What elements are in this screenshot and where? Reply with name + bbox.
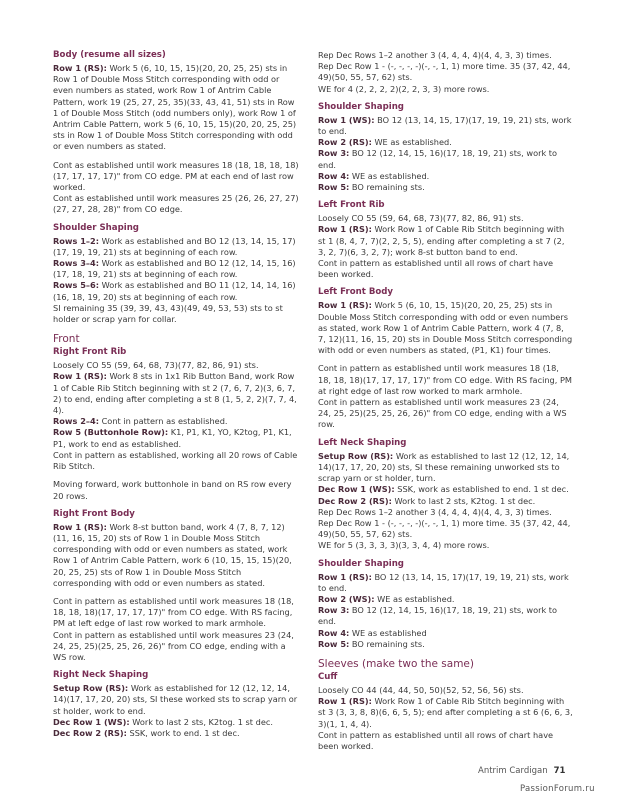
instruction-line <box>318 258 573 280</box>
row-label: Dec Row 2 (RS): <box>53 727 127 738</box>
right-column <box>318 50 573 759</box>
section-heading: Cuff <box>318 671 338 682</box>
instruction-line <box>53 717 300 728</box>
instruction-line <box>53 683 300 717</box>
row-text: Cont in pattern as established until work measures 18 (18, 18, 18, 18)(17, 17, 17, 17)" from CO edge. With RS facing, PM at right edge of last row worked to mark armhole. <box>318 363 572 396</box>
row-label: Row 1 (RS): <box>318 571 372 582</box>
row-text: WE as established <box>349 627 427 638</box>
row-text: Work as established and BO 11 (12, 14, 14, 16)(16, 18, 19, 20) sts at beginning of each row. <box>53 280 296 302</box>
row-label: Row 1 (RS): <box>318 300 372 311</box>
row-text: Cont as established until work measures 18 (18, 18, 18, 18)(17, 17, 17, 17)" from CO edge. PM at each end of last row worked. <box>53 159 299 193</box>
instruction-line <box>318 363 573 397</box>
row-text: Loosely CO 55 (59, 64, 68, 73)(77, 82, 86, 91) sts. <box>53 360 259 371</box>
section-heading: Body (resume all sizes) <box>53 50 166 60</box>
row-text: Cont in pattern as established until work measures 23 (24, 24, 25, 25)(25, 25, 26, 26)" from CO edge, ending with a WS row. <box>53 629 294 662</box>
paragraph <box>53 596 300 663</box>
paragraph <box>53 160 300 216</box>
section-title: Sleeves (make two the same) <box>318 657 474 670</box>
instruction-line <box>318 171 573 182</box>
row-text: Cont in pattern as established until all rows of chart have been worked. <box>318 729 554 751</box>
page-number: 71 <box>553 766 566 776</box>
row-text: Work as established and BO 12 (13, 14, 15, 17)(17, 19, 19, 21) sts at beginning of each row. <box>53 235 296 257</box>
instruction-line <box>53 160 300 194</box>
row-text: Work Row 1 of Cable Rib Stitch beginning with st 3 (3, 3, 8, 8)(6, 6, 5, 5); end after completing a st 6 (6, 6, 3, 3)(1, 1, 4, 4). <box>318 696 573 729</box>
row-text: Work to last 2 sts, K2tog. 1 st dec. <box>129 716 273 727</box>
section-heading: Right Neck Shaping <box>53 670 149 681</box>
paragraph <box>53 522 300 589</box>
row-text: BO remaining sts. <box>349 638 425 649</box>
row-label: Row 1 (RS): <box>53 63 107 73</box>
instruction-line <box>318 730 573 752</box>
instruction-line <box>318 518 573 540</box>
row-label: Rows 2–4: <box>53 416 99 427</box>
paragraph <box>318 685 573 752</box>
paragraph <box>53 360 300 472</box>
instruction-line <box>318 213 573 224</box>
instruction-line <box>53 193 300 215</box>
row-label: Row 5 (Buttonhole Row): <box>53 427 169 438</box>
instruction-line <box>318 397 573 431</box>
footer-title: Antrim Cardigan <box>478 766 548 776</box>
row-label: Dec Row 1 (WS): <box>318 484 395 495</box>
instruction-line <box>53 360 300 371</box>
row-text: Rep Dec Row 1 - (-, -, -, -)(-, -, 1, 1) more time. 35 (37, 42, 44, 49)(50, 55, 57, 62) sts. <box>318 61 571 83</box>
instruction-line <box>53 416 300 427</box>
paragraph <box>318 115 573 193</box>
instruction-line <box>53 630 300 664</box>
instruction-line <box>318 148 573 170</box>
row-text: BO 12 (13, 14, 15, 17)(17, 19, 19, 21) sts, work to end. <box>318 114 572 137</box>
instruction-line <box>318 572 573 594</box>
section-heading: Shoulder Shaping <box>318 101 404 112</box>
section-heading: Right Front Body <box>53 508 135 519</box>
section-heading: Shoulder Shaping <box>53 222 139 233</box>
row-text: WE as established. <box>374 593 455 604</box>
row-text: WE for 5 (3, 3, 3, 3)(3, 3, 4, 4) more rows. <box>318 540 490 551</box>
row-text: K1, P1, K1, YO, K2tog, P1, K1, P1, work to end as established. <box>53 427 292 449</box>
row-text: Cont in pattern as established. <box>98 416 228 427</box>
row-text: SI remaining 35 (39, 39, 43, 43)(49, 49, 53, 53) sts to st holder or scrap yarn for collar. <box>53 302 283 325</box>
instruction-line <box>318 685 573 696</box>
row-text: BO 12 (13, 14, 15, 17)(17, 19, 19, 21) sts, work to end. <box>318 571 569 593</box>
paragraph <box>318 50 573 95</box>
instruction-line <box>318 300 573 356</box>
instruction-line <box>53 236 300 258</box>
row-label: Row 1 (RS): <box>318 224 372 235</box>
row-text: Cont in pattern as established until work measures 23 (24, 24, 25, 25)(25, 25, 26, 26)" from CO edge, ending with a WS row. <box>318 397 567 430</box>
row-label: Row 1 (RS): <box>53 371 107 382</box>
section-heading: Right Front Rib <box>53 347 127 358</box>
paragraph <box>318 451 573 552</box>
row-label: Row 5: <box>318 638 350 649</box>
instruction-line <box>318 496 573 507</box>
paragraph <box>318 572 573 650</box>
row-label: Row 4: <box>318 627 350 638</box>
section-title: Front <box>53 333 80 346</box>
row-label: Row 4: <box>318 170 350 181</box>
left-column <box>53 50 300 746</box>
instruction-line <box>318 507 573 518</box>
instruction-line <box>318 639 573 650</box>
row-text: Work 5 (6, 10, 15, 15)(20, 20, 25, 25) sts in Double Moss Stitch corresponding with odd or even numbers as stated, work Row 1 of Antrim Cable Pattern, work 4 (7, 8, 7, 12)(11, 16, 15, 20) sts in Double Moss Stitch corresponding with odd or even numbers as stated, (P1, K1) four times. <box>318 300 573 356</box>
row-text: Work 8-st button band, work 4 (7, 8, 7, 12)(11, 16, 15, 20) sts of Row 1 in Double Moss Stitch corresponding with odd or even numbers as stated, work Row 1 of Antrim Cable Pattern, work 6 (10, 15, 15, 15)(20, 20, 25, 25) sts of Row 1 in Double Moss Stitch corresponding with odd or even numbers as stated. <box>53 521 292 588</box>
instruction-line <box>53 371 300 416</box>
row-label: Rows 5–6: <box>53 280 99 291</box>
section-heading: Left Front Rib <box>318 200 385 211</box>
row-label: Row 5: <box>318 182 350 193</box>
row-text: Work to last 2 sts, K2tog. 1 st dec. <box>391 495 536 506</box>
row-text: BO remaining sts. <box>349 182 425 193</box>
row-label: Row 1 (WS): <box>318 114 375 125</box>
instruction-line <box>318 451 573 485</box>
instruction-line <box>53 728 300 739</box>
row-text: WE as established. <box>371 137 452 148</box>
row-text: Work as established to last 12 (12, 12, 14, 14)(17, 17, 20, 20) sts, SI these remaining unworked sts to scrap yarn or st holder, turn. <box>318 450 570 484</box>
row-text: WE as established. <box>349 170 430 181</box>
row-label: Row 3: <box>318 148 350 159</box>
page-footer <box>478 766 565 776</box>
instruction-line <box>318 115 573 137</box>
instruction-line <box>318 484 573 495</box>
instruction-line <box>318 182 573 193</box>
row-text: WE for 4 (2, 2, 2, 2)(2, 2, 3, 3) more rows. <box>318 83 490 94</box>
row-label: Row 3: <box>318 605 350 616</box>
paragraph <box>53 63 300 153</box>
row-text: Rep Dec Row 1 - (-, -, -, -)(-, -, 1, 1) more time. 35 (37, 42, 44, 49)(50, 55, 57, 62) sts. <box>318 517 571 540</box>
instruction-line <box>318 61 573 83</box>
instruction-line <box>53 427 300 449</box>
row-text: Cont in pattern as established until work measures 18 (18, 18, 18, 18)(17, 17, 17, 17)" from CO edge. With RS facing, PM at left edge of last row worked to mark armhole. <box>53 595 294 629</box>
row-text: Moving forward, work buttonhole in band on RS row every 20 rows. <box>53 479 292 501</box>
row-label: Row 1 (RS): <box>53 521 107 532</box>
paragraph <box>318 300 573 356</box>
row-text: BO 12 (12, 14, 15, 16)(17, 18, 19, 21) sts, work to end. <box>318 605 558 627</box>
row-text: Work 5 (6, 10, 15, 15)(20, 20, 25, 25) sts in Row 1 of Double Moss Stitch corresponding with odd or even numbers as stated, work Row 1 of Antrim Cable Pattern, work 19 (25, 27, 25, 35)(33, 43, 41, 51) sts in Row 1 of Double Moss Stitch (odd numbers only), work Row 1 of Antrim Cable Pattern, work 5 (6, 10, 15, 15)(20, 20, 25, 25) sts in Row 1 of Double Moss Stitch corresponding with odd or even numbers as stated. <box>53 63 297 152</box>
row-label: Row 1 (RS): <box>318 696 372 707</box>
instruction-line <box>53 596 300 630</box>
paragraph <box>318 363 573 430</box>
instruction-line <box>318 540 573 551</box>
row-text: Work Row 1 of Cable Rib Stitch beginning with st 1 (8, 4, 7, 7)(2, 2, 5, 5), ending after completing a st 7 (2, 3, 2, 7)(6, 3, 2, 7); work 8-st button band to end. <box>318 224 565 257</box>
row-text: SSK, work as established to end. 1 st dec. <box>394 484 569 495</box>
paragraph <box>318 213 573 280</box>
instruction-line <box>318 224 573 258</box>
instruction-line <box>318 84 573 95</box>
paragraph <box>53 479 300 501</box>
row-label: Row 2 (RS): <box>318 137 372 148</box>
watermark: PassionForum.ru <box>520 784 595 794</box>
row-text: Cont in pattern as established, working all 20 rows of Cable Rib Stitch. <box>53 449 298 472</box>
instruction-line <box>53 280 300 302</box>
row-text: Rep Dec Rows 1–2 another 3 (4, 4, 4, 4)(4, 4, 3, 3) times. <box>318 506 552 517</box>
row-text: Loosely CO 44 (44, 44, 50, 50)(52, 52, 56, 56) sts. <box>318 684 524 695</box>
section-heading: Shoulder Shaping <box>318 558 404 569</box>
instruction-line <box>318 594 573 605</box>
paragraph <box>53 236 300 326</box>
row-text: Work 8 sts in 1x1 Rib Button Band, work Row 1 of Cable Rib Stitch beginning with st 2 (7, 6, 7, 2)(3, 6, 7, 2) to end, ending after completing a st 8 (1, 5, 2, 2)(7, 7, 4, 4). <box>53 371 297 416</box>
instruction-line <box>318 696 573 730</box>
row-label: Row 2 (WS): <box>318 593 375 604</box>
instruction-line <box>53 479 300 501</box>
row-text: Rep Dec Rows 1–2 another 3 (4, 4, 4, 4)(4, 4, 3, 3) times. <box>318 50 552 60</box>
row-text: Work as established for 12 (12, 12, 14, 14)(17, 17, 20, 20) sts, SI these worked sts to scrap yarn or st holder, work to end. <box>53 683 298 716</box>
row-text: Work as established and BO 12 (12, 14, 15, 16)(17, 18, 19, 21) sts at beginning of each row. <box>53 258 296 280</box>
row-label: Setup Row (RS): <box>318 450 394 461</box>
row-label: Setup Row (RS): <box>53 683 129 694</box>
row-text: SSK, work to end. 1 st dec. <box>126 727 240 738</box>
instruction-line <box>53 258 300 280</box>
instruction-line <box>53 63 300 153</box>
section-heading: Left Front Body <box>318 287 394 298</box>
row-text: Cont as established until work measures 25 (26, 26, 27, 27)(27, 27, 28, 28)" from CO edge. <box>53 193 299 215</box>
row-label: Dec Row 1 (WS): <box>53 716 130 727</box>
instruction-line <box>53 303 300 325</box>
instruction-line <box>53 450 300 472</box>
row-text: Cont in pattern as established until all rows of chart have been worked. <box>318 258 554 280</box>
instruction-line <box>53 522 300 589</box>
row-label: Rows 1–2: <box>53 235 99 246</box>
row-text: BO 12 (12, 14, 15, 16)(17, 18, 19, 21) sts, work to end. <box>318 148 558 170</box>
row-label: Rows 3–4: <box>53 258 99 269</box>
instruction-line <box>318 50 573 61</box>
paragraph <box>53 683 300 739</box>
row-text: Loosely CO 55 (59, 64, 68, 73)(77, 82, 86, 91) sts. <box>318 213 524 224</box>
row-label: Dec Row 2 (RS): <box>318 495 392 506</box>
instruction-line <box>318 628 573 639</box>
section-heading: Left Neck Shaping <box>318 437 407 448</box>
instruction-line <box>318 605 573 627</box>
instruction-line <box>318 137 573 148</box>
